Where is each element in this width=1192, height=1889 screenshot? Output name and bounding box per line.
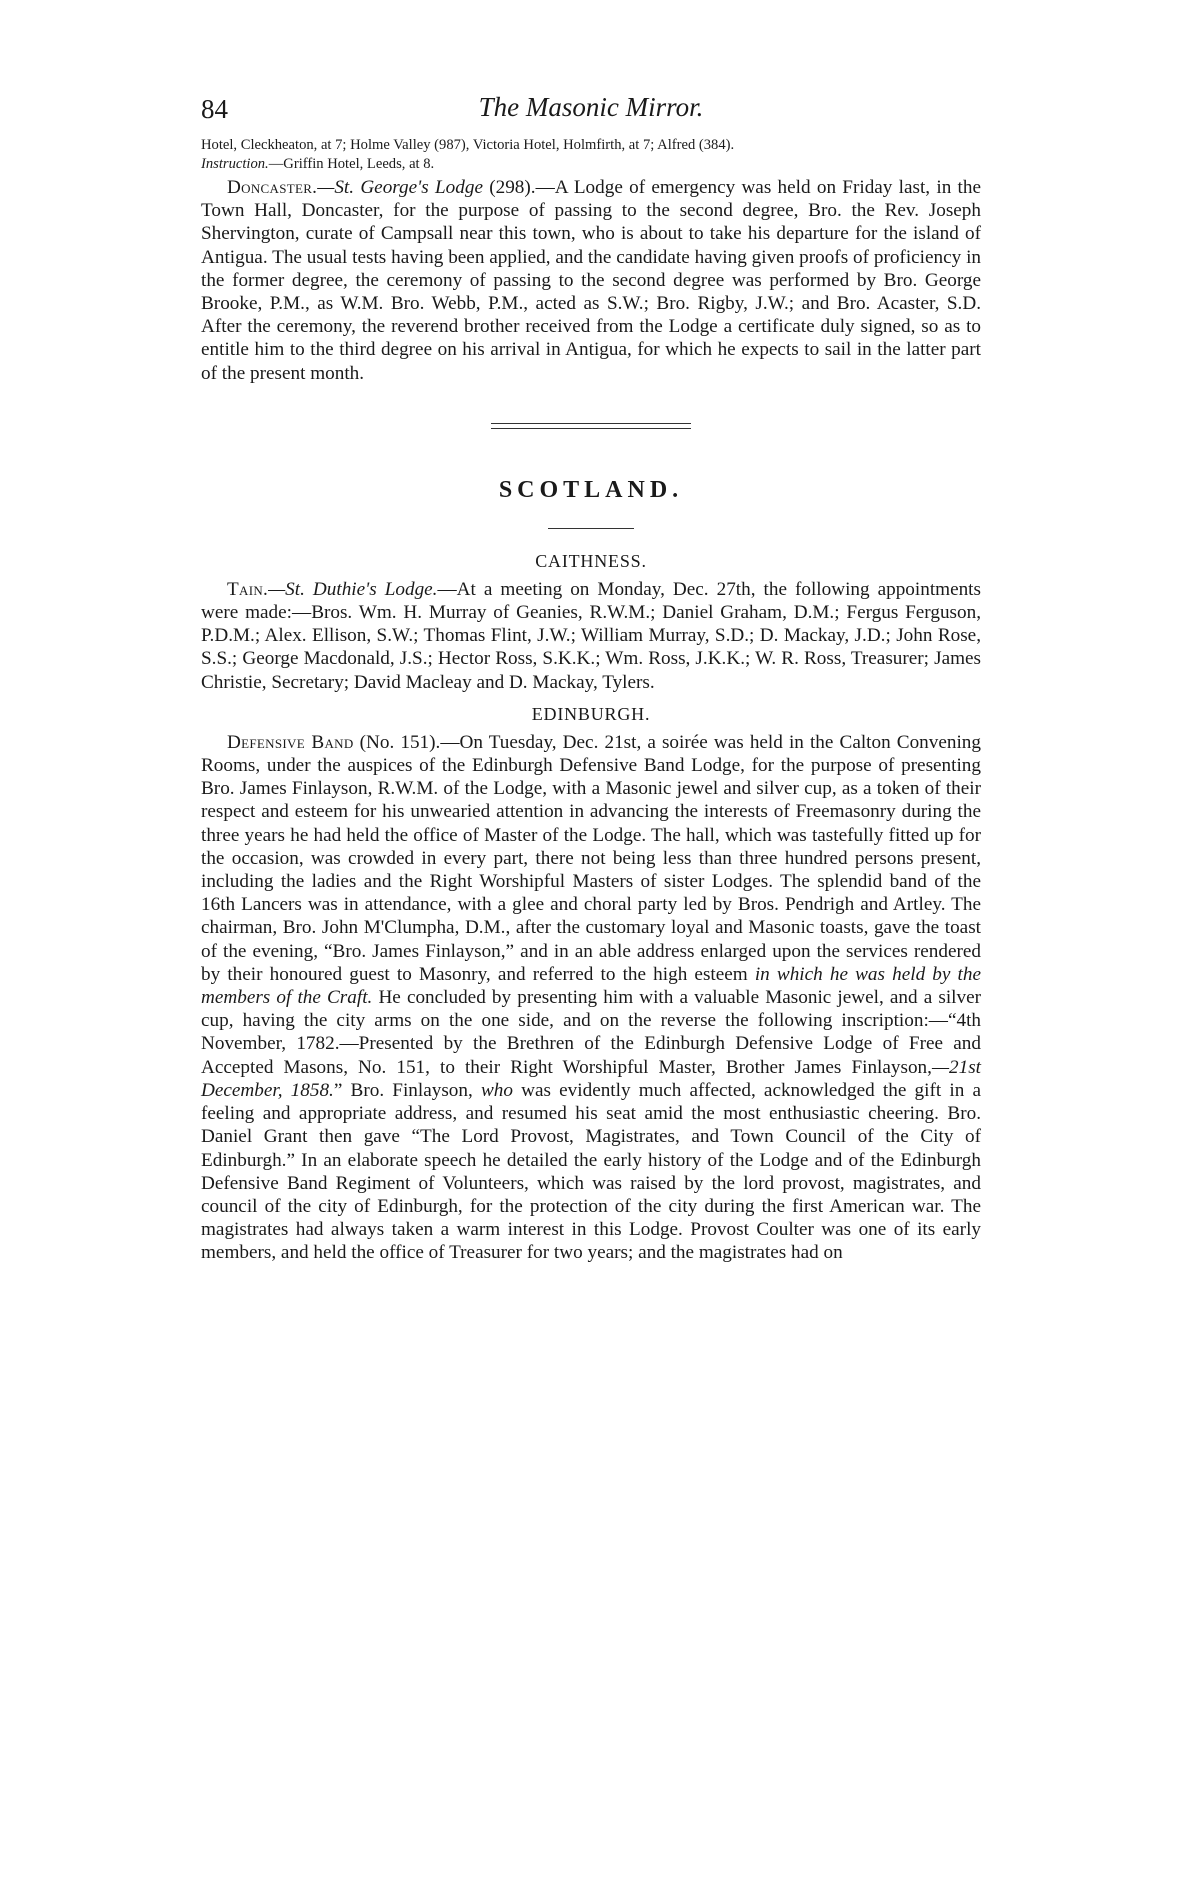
doncaster-paragraph [201,176,981,385]
edinburgh-italic-c: who [480,1079,513,1101]
section-divider [491,423,691,429]
caithness-heading: CAITHNESS. [535,550,647,571]
doncaster-place: Doncaster. [227,177,318,198]
top-note [201,136,981,174]
document-page [201,88,981,1265]
caithness-paragraph [201,578,981,694]
edinburgh-body-a: (No. 151).—On Tuesday, Dec. 21st, a soirée was held in the Calton Convening Rooms, under the auspices of the Edinburgh Defensive Band Lodge, for the purpose of presenting Bro. James Finlayson, R.W.M. of the Lodge, with a Masonic jewel and silver cup, as a token of their respect and esteem for his unwearied attention in advancing the interests of Freemasonry during the three years he had held the office of Master of the Lodge. The hall, which was tastefully fitted up for the occasion, was crowded in every part, there not being less than three hundred persons present, including the ladies and the Right Worshipful Masters of sister Lodges. The splendid band of the 16th Lancers was in attendance, with a glee and choral party led by Bros. Pendrigh and Artley. The chairman, Bro. John M'Clumpha, D.M., after the customary loyal and Masonic toasts, gave the toast of the evening, “Bro. James Finlayson,” and in an able address enlarged upon the services rendered by their honoured guest to Masonry, and referred to the high esteem [201,731,981,985]
section-rule [548,528,634,529]
instruction-label: Instruction. [201,156,269,172]
page-header [201,88,981,132]
running-title: The Masonic Mirror. [478,92,704,122]
doncaster-body: (298).—A Lodge of emergency was held on Friday last, in the Town Hall, Doncaster, for the purpose of passing to the second degree, Bro. the Rev. Joseph Shervington, curate of Campsall near this town, who is about to take his departure for the island of Antigua. The usual tests having been applied, and the candidate having given proofs of proficiency in the former degree, the ceremony of passing to the second degree was performed by Bro. George Brooke, P.M., as W.M. Bro. Webb, P.M., acted as S.W.; Bro. Rigby, J.W.; and Bro. Acaster, S.D. After the ceremony, the reverend brother received from the Lodge a certificate duly signed, so as to entitle him to the third degree on his arrival in Antigua, for which he expects to sail in the latter part of the present month. [201,177,982,384]
edinburgh-paragraph [201,731,981,1265]
section-title: SCOTLAND. [498,476,684,503]
page-number: 84 [201,94,228,124]
caithness-lodge: —St. Duthie's Lodge. [268,578,438,600]
edinburgh-italic-a: in which he was held by the members of the Craft. [201,963,981,1009]
edinburgh-body-c: ” Bro. Finlayson, [333,1079,481,1101]
edinburgh-place: Defensive Band [227,731,354,753]
edinburgh-body-b: He concluded by presenting him with a valuable Masonic jewel, and a silver cup, having the city arms on the one side, and on the reverse the following inscription:—“4th November, 1782.—Presented by the Brethren of the Edinburgh Defensive Lodge of Free and Accepted Masons, No. 151, to their Right Worshipful Master, Brother James Finlayson, [201,987,981,1078]
instruction-text: —Griffin Hotel, Leeds, at 8. [268,156,435,172]
top-note-text: Hotel, Cleckheaton, at 7; Holme Valley (987), Victoria Hotel, Holmfirth, at 7; Alfred (384). [201,137,735,153]
edinburgh-body-d: was evidently much affected, acknowledged the gift in a feeling and appropriate address, and resumed his seat amid the most enthusiastic cheering. Bro. Daniel Grant then gave “The Lord Provost, Magistrates, and Town Council of the City of Edinburgh.” In an elaborate speech he detailed the early history of the Lodge and of the Edinburgh Defensive Band Regiment of Volunteers, which was raised by the lord provost, magistrates, and council of the city of Edinburgh, for the protection of the city during the first American war. The magistrates had always taken a warm interest in this Lodge. Provost Coulter was one of its early members, and held the office of Treasurer for two years; and the magistrates had on [201,1079,981,1264]
edinburgh-italic-b: —21st December, 1858. [201,1056,981,1101]
doncaster-lodge: —St. George's Lodge [317,177,483,198]
caithness-place: Tain. [227,578,269,600]
caithness-body: —At a meeting on Monday, Dec. 27th, the following appointments were made:—Bros. Wm. H. Murray of Geanies, R.W.M.; Daniel Graham, D.M.; Fergus Ferguson, P.D.M.; Alex. Ellison, S.W.; Thomas Flint, J.W.; William Murray, S.D.; D. Mackay, J.D.; John Rose, S.S.; George Macdonald, J.S.; Hector Ross, S.K.K.; Wm. Ross, J.K.K.; W. R. Ross, Treasurer; James Christie, Secretary; David Macleay and D. Mackay, Tylers. [201,578,981,693]
edinburgh-heading: EDINBURGH. [531,703,651,724]
